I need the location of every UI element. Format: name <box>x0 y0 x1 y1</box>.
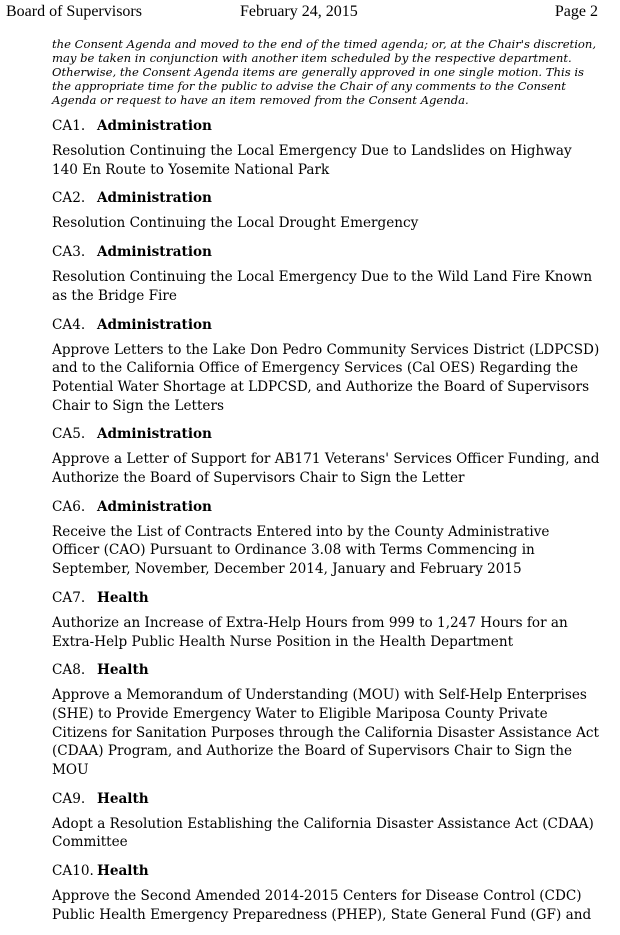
header-date: February 24, 2015 <box>240 3 358 20</box>
agenda-item-description: Adopt a Resolution Establishing the California Disaster Assistance Act (CDAA) Committee <box>52 815 594 851</box>
agenda-item-code: CA9. <box>52 790 86 807</box>
agenda-item-ca2 <box>52 189 600 233</box>
agenda-item-code: CA1. <box>52 118 86 134</box>
agenda-item-ca10 <box>52 862 600 924</box>
agenda-item-code: CA2. <box>52 190 86 207</box>
agenda-item-ca9 <box>52 790 600 852</box>
agenda-item-description: Authorize an Increase of Extra-Help Hours from 999 to 1,247 Hours for an Extra-Help Public Health Nurse Position in the Health Department <box>52 614 568 650</box>
agenda-item-ca4 <box>52 316 600 416</box>
agenda-item-department: Administration <box>97 498 212 515</box>
header-page-number: Page 2 <box>554 3 598 20</box>
agenda-item-department: Administration <box>97 426 212 443</box>
agenda-item-department: Health <box>97 863 149 880</box>
agenda-item-ca6 <box>52 498 600 579</box>
agenda-item-code: CA7. <box>52 589 86 606</box>
agenda-item-heading <box>52 498 600 516</box>
agenda-item-department: Administration <box>97 190 212 207</box>
consent-agenda-intro: the Consent Agenda and moved to the end of the timed agenda; or, at the Chair's discretion, may be taken in conjunction with another item scheduled by the respective department. Otherwise, the Consent Agenda items are generally approved in one single motion. This is the appropriate time for the public to advise the Chair of any comments to the Consent Agenda or request to have an item removed from the Consent Agenda. <box>52 37 597 107</box>
header-board-name: Board of Supervisors <box>6 3 142 20</box>
agenda-item-ca7 <box>52 589 600 651</box>
agenda-item-code: CA10. <box>52 863 94 880</box>
agenda-item-department: Administration <box>97 244 212 261</box>
agenda-item-heading <box>52 661 600 679</box>
agenda-item-heading <box>52 790 600 808</box>
agenda-item-code: CA6. <box>52 498 86 515</box>
agenda-item-code: CA5. <box>52 426 86 443</box>
agenda-item-description: Approve Letters to the Lake Don Pedro Community Services District (LDPCSD) and to the California Office of Emergency Services (Cal OES) Regarding the Potential Water Shortage at LDPCSD, and Authorize the Board of Supervisors Chair to Sign the Letters <box>52 341 600 414</box>
agenda-item-heading <box>52 316 600 334</box>
agenda-item-ca3 <box>52 243 600 305</box>
agenda-item-description: Receive the List of Contracts Entered into by the County Administrative Officer (CAO) Pursuant to Ordinance 3.08 with Terms Commencing in September, November, December 2014, January and February 2015 <box>52 523 550 578</box>
agenda-item-heading <box>52 862 600 880</box>
agenda-item-heading <box>52 425 600 443</box>
agenda-item-ca5 <box>52 425 600 487</box>
agenda-item-description: Resolution Continuing the Local Emergency Due to the Wild Land Fire Known as the Bridge Fire <box>52 269 593 304</box>
agenda-item-department: Health <box>97 589 149 606</box>
agenda-item-description: Approve the Second Amended 2014-2015 Centers for Disease Control (CDC) Public Health Emergency Preparedness (PHEP), State General Fund (GF) and <box>52 888 592 923</box>
agenda-item-code: CA4. <box>52 316 86 333</box>
agenda-item-description: Resolution Continuing the Local Drought Emergency <box>52 215 419 232</box>
agenda-item-heading <box>52 117 600 135</box>
agenda-item-description: Resolution Continuing the Local Emergency Due to Landslides on Highway 140 En Route to Yosemite National Park <box>52 143 572 178</box>
agenda-item-department: Administration <box>97 316 212 333</box>
agenda-item-department: Health <box>97 790 149 807</box>
agenda-item-heading <box>52 243 600 261</box>
agenda-item-code: CA8. <box>52 662 86 679</box>
page-header <box>0 2 620 24</box>
agenda-item-code: CA3. <box>52 244 86 261</box>
agenda-item-heading <box>52 589 600 607</box>
agenda-item-description: Approve a Letter of Support for AB171 Veterans' Services Officer Funding, and Authorize the Board of Supervisors Chair to Sign the Letter <box>52 451 600 487</box>
agenda-item-ca1 <box>52 117 600 179</box>
consent-agenda <box>52 37 600 935</box>
agenda-item-department: Health <box>97 662 149 679</box>
agenda-item-ca8 <box>52 661 600 780</box>
agenda-item-department: Administration <box>97 118 212 134</box>
agenda-item-description: Approve a Memorandum of Understanding (MOU) with Self-Help Enterprises (SHE) to Provide Emergency Water to Eligible Mariposa County Private Citizens for Sanitation Purposes through the California Disaster Assistance Act (CDAA) Program, and Authorize the Board of Supervisors Chair to Sign the MOU <box>52 687 599 779</box>
agenda-item-heading <box>52 189 600 207</box>
